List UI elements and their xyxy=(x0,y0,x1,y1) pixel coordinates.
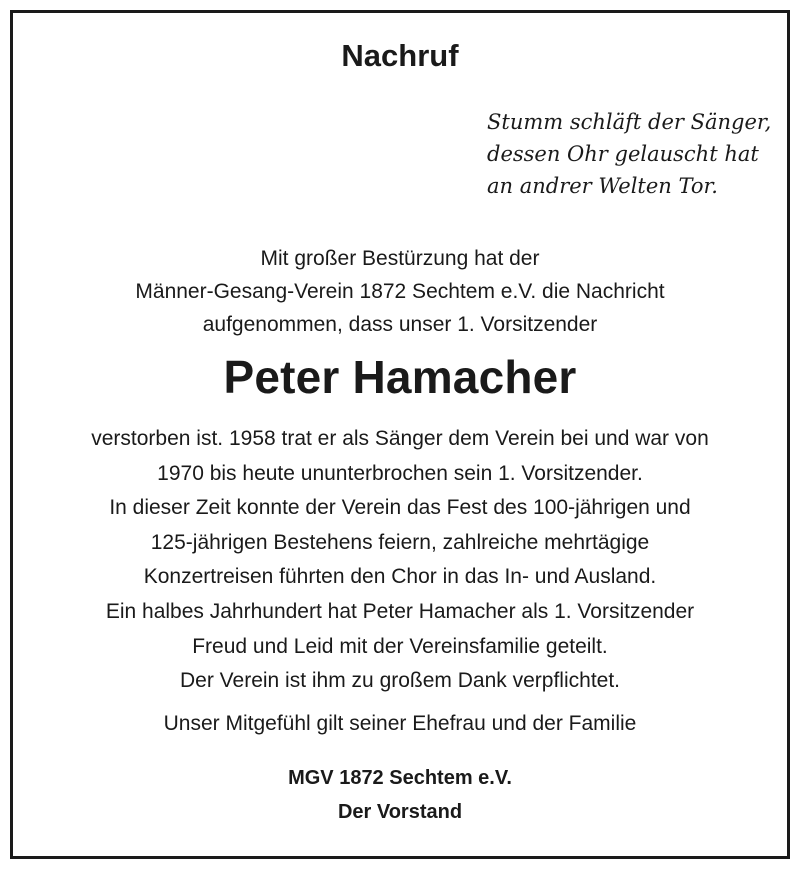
obituary-body xyxy=(0,422,800,699)
intro-paragraph xyxy=(0,242,800,341)
body-line: verstorben ist. 1958 trat er als Sänger dem Verein bei und war von xyxy=(91,427,709,450)
signature-organization: MGV 1872 Sechtem e.V. xyxy=(288,767,512,789)
memorial-quote xyxy=(487,106,771,202)
body-line: 125-jährigen Bestehens feiern, zahlreiche mehrtägige xyxy=(150,530,650,554)
body-line: 1970 bis heute ununterbrochen sein 1. Vorsitzender. xyxy=(157,461,643,485)
quote-line: dessen Ohr gelauscht hat xyxy=(487,142,759,166)
intro-line: Männer-Gesang-Verein 1872 Sechtem e.V. die Nachricht xyxy=(135,280,665,303)
body-line: Der Verein ist ihm zu großem Dank verpflichtet. xyxy=(180,669,620,693)
sympathy-line: Unser Mitgefühl gilt seiner Ehefrau und der Familie xyxy=(163,712,637,735)
obituary-heading: Nachruf xyxy=(341,38,459,73)
intro-line: Mit großer Bestürzung hat der xyxy=(260,247,540,270)
body-line: In dieser Zeit konnte der Verein das Fest des 100-jährigen und xyxy=(109,496,691,520)
signature-board: Der Vorstand xyxy=(337,801,463,823)
body-line: Ein halbes Jahrhundert hat Peter Hamacher als 1. Vorsitzender xyxy=(105,599,695,623)
body-line: Freud und Leid mit der Vereinsfamilie geteilt. xyxy=(192,634,608,658)
quote-line: Stumm schläft der Sänger, xyxy=(487,110,772,134)
body-line: Konzertreisen führten den Chor in das In- und Ausland. xyxy=(143,565,657,589)
signature-block xyxy=(0,761,800,829)
intro-line: aufgenommen, dass unser 1. Vorsitzender xyxy=(202,313,598,336)
quote-line: an andrer Welten Tor. xyxy=(487,174,718,198)
deceased-name: Peter Hamacher xyxy=(223,351,577,403)
